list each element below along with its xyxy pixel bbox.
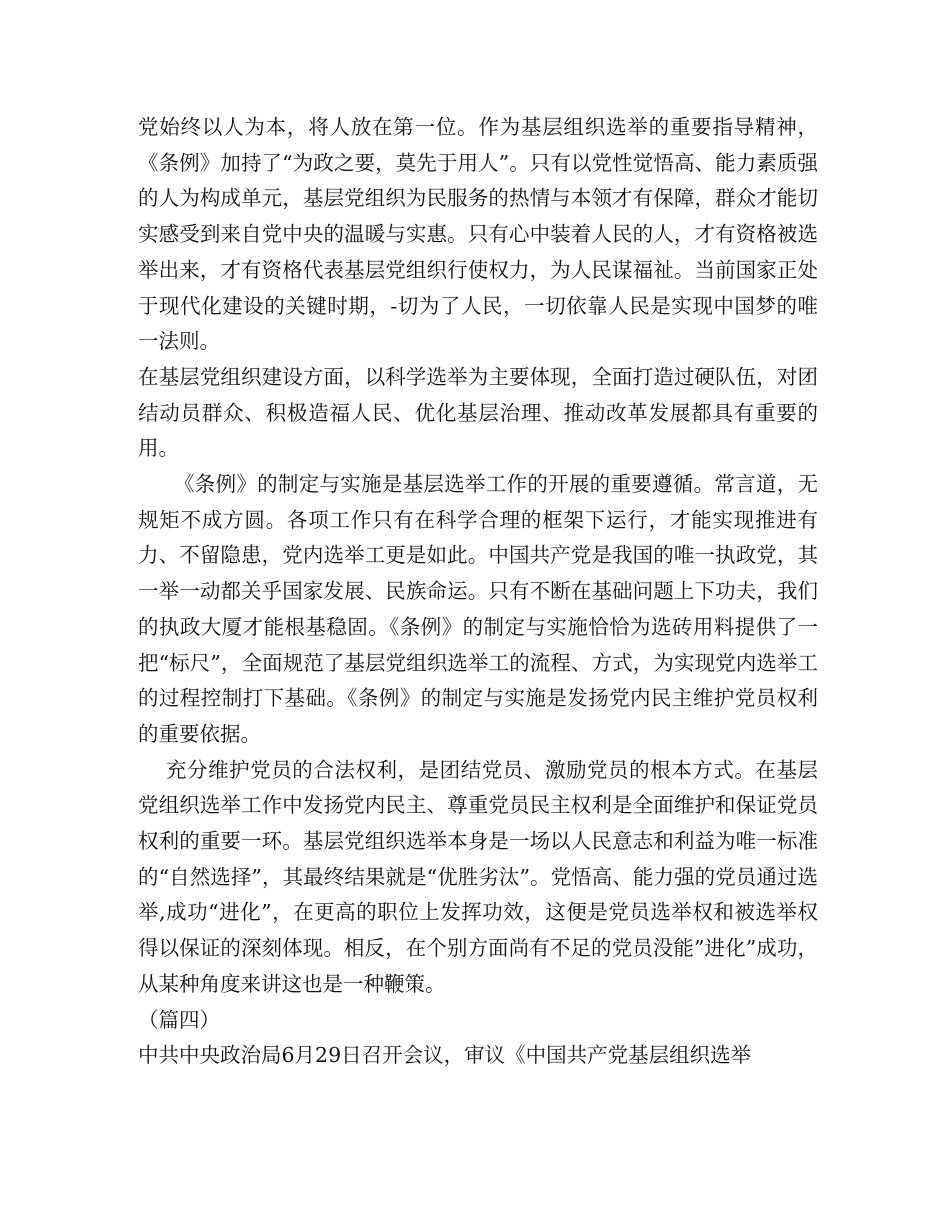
document-body [138,110,818,1074]
paragraph-politburo-meeting: 中共中央政治局6月29日召开会议，审议《中国共产党基层组织选举 [138,1043,752,1068]
section-heading-part-four: （篇四） [138,1007,220,1032]
paragraph-people-first: 党始终以人为本，将人放在第一位。作为基层组织选举的重要指导精神，《条例》加持了“为政之要，莫先于用人”。只有以党性觉悟高、能力素质强的人为构成单元，基层党组织为民服务的热情与本领才有保障，群众才能切实感受到来自党中央的温暖与实惠。只有心中装着人民的人，才有资格被选举出来，才有资格代表基层党组织行使权力，为人民谋福祉。当前国家正处于现代化建设的关键时期，-切为了人民，一切依靠人民是实现中国梦的唯一法则。 [138,115,818,354]
paragraph-grassroots-building: 在基层党组织建设方面，以科学选举为主要体现，全面打造过硬队伍，对团结动员群众、积极造福人民、优化基层治理、推动改革发展都具有重要的用。 [138,364,818,461]
paragraph-member-rights: 充分维护党员的合法权利，是团结党员、激励党员的根本方式。在基层党组织选举工作中发扬党内民主、尊重党员民主权利是全面维护和保证党员权利的重要一环。基层党组织选举本身是一场以人民意志和利益为唯一标准的“自然选择”，其最终结果就是“优胜劣汰”。党悟高、能力强的党员通过选举,成功“进化”，在更高的职位上发挥功效，这便是党员选举权和被选举权得以保证的深刻体现。相反，在个别方面尚有不足的党员没能”进化”成功，从某种角度来讲这也是一种鞭策。 [138,757,818,996]
paragraph-regulation-implementation: 《条例》的制定与实施是基层选举工作的开展的重要遵循。常言道，无规矩不成方圆。各项工作只有在科学合理的框架下运行，才能实现推进有力、不留隐患，党内选举工更是如此。中国共产党是我国的唯一执政党，其一举一动都关乎国家发展、民族命运。只有不断在基础问题上下功夫，我们的执政大厦才能根基稳固。《条例》的制定与实施恰恰为选砖用料提供了一把“标尺”，全面规范了基层党组织选举工的流程、方式，为实现党内选举工的过程控制打下基础。《条例》的制定与实施是发扬党内民主维护党员权利的重要依据。 [138,472,818,746]
